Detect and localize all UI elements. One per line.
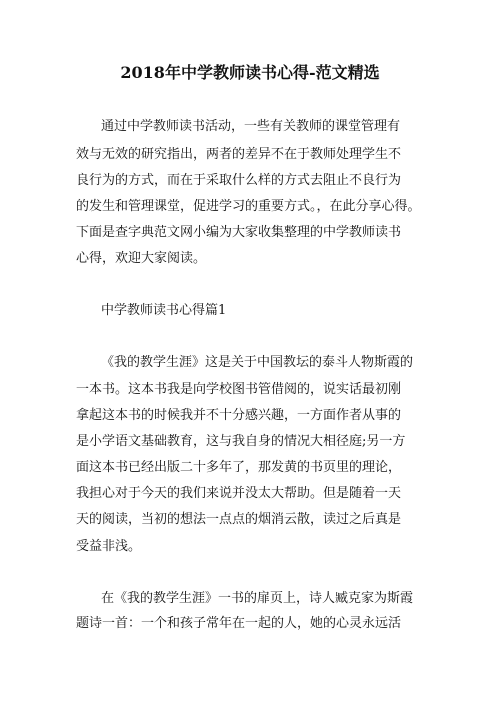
text-line: 《我的教学生涯》这是关于中国教坛的泰斗人物斯霞的: [101, 355, 414, 370]
text-line: 在《我的教学生涯》一书的扉页上，诗人臧克家为斯霞: [101, 591, 414, 606]
text-line: 通过中学教师读书活动，一些有关教师的课堂管理有: [101, 119, 401, 134]
text-line: 题诗一首：一个和孩子常年在一起的人，她的心灵永远活: [76, 616, 402, 631]
text-line: 的发生和管理课堂，促进学习的重要方式。，在此分享心得。: [76, 199, 421, 214]
text-line: 我担心对于今天的我们来说并没太大帮助。但是随着一天: [76, 486, 402, 501]
text-line: 面这本书已经出版二十多年了，那发黄的书页里的理论，: [76, 460, 402, 475]
text-line: 良行为的方式，而在于采取什么样的方式去阻止不良行为: [76, 173, 402, 188]
text-line: 拿起这本书的时候我并不十分感兴趣，一方面作者从事的: [76, 408, 402, 423]
section-heading: 中学教师读书心得篇1: [101, 303, 227, 318]
text-line: 天的阅读，当初的想法一点点的烟消云散，读过之后真是: [76, 512, 402, 527]
text-line: 是小学语文基础教育，这与我自身的情况大相径庭;另一方: [76, 434, 406, 449]
text-line: 效与无效的研究指出，两者的差异不在于教师处理学生不: [76, 147, 402, 162]
text-line: 受益非浅。: [76, 539, 142, 554]
text-line: 心得，欢迎大家阅读。: [76, 251, 207, 266]
document-title: 2018年中学教师读书心得-范文精选: [120, 63, 380, 82]
text-line: 下面是查字典范文网小编为大家收集整理的中学教师读书: [76, 225, 402, 240]
text-line: 一本书。这本书我是向学校图书管借阅的，说实话最初刚: [76, 382, 402, 397]
